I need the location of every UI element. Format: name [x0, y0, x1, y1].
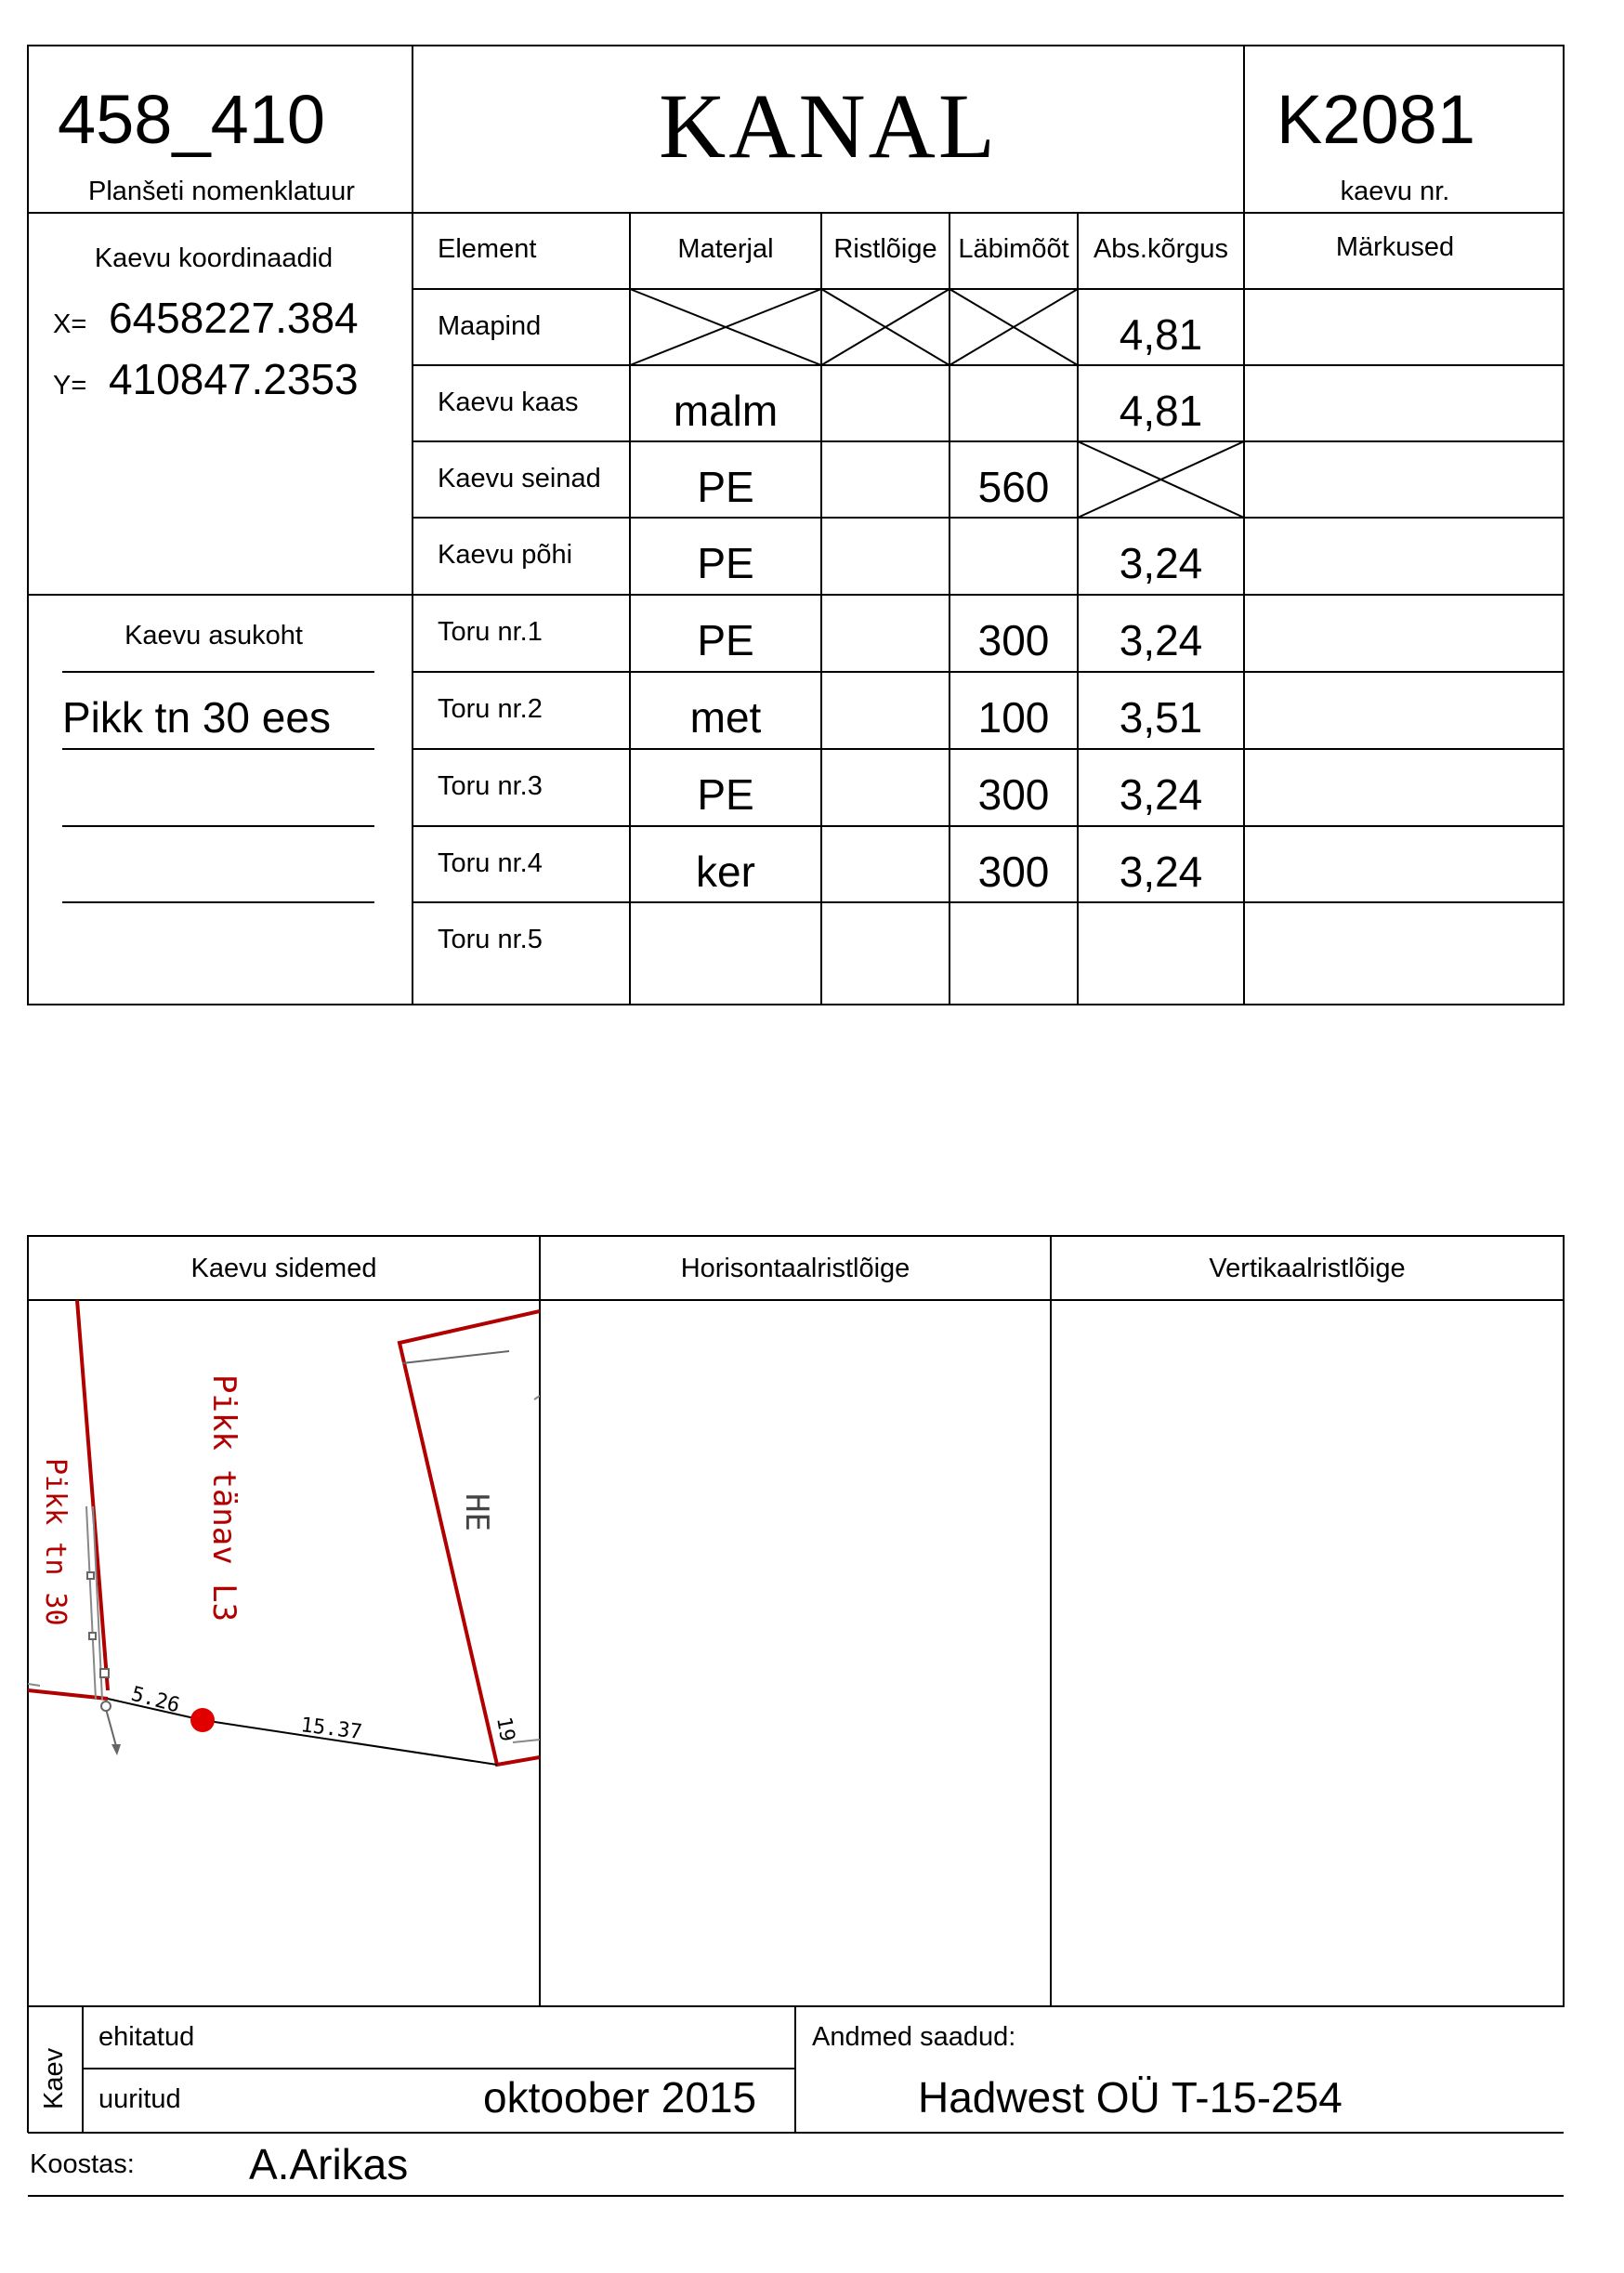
row-diameter: 300 — [977, 847, 1050, 896]
header-diameter: Läbimõõt — [958, 234, 1069, 264]
location-line-1: Pikk tn 30 ees — [62, 693, 331, 742]
vertical-section-header: Vertikaalristlõige — [1209, 1254, 1406, 1283]
row-material: ker — [696, 847, 755, 896]
row-element: Toru nr.4 — [438, 848, 543, 878]
built-label: ehitatud — [98, 2022, 195, 2052]
helper-arrow-line — [106, 1709, 116, 1746]
row-element: Toru nr.2 — [438, 694, 543, 724]
row-element: Toru nr.3 — [438, 771, 543, 801]
row-abs-height: 3,24 — [1119, 539, 1203, 587]
row-material: PE — [697, 770, 754, 819]
row-diameter: 300 — [977, 616, 1050, 664]
header-cross-section: Ristlõige — [833, 234, 937, 264]
y-prefix: Y= — [53, 371, 87, 401]
row-element: Kaevu seinad — [438, 464, 601, 493]
surveyed-value: oktoober 2015 — [483, 2073, 757, 2122]
well-links-header: Kaevu sidemed — [190, 1254, 377, 1283]
sheet-code-label: Planšeti nomenklatuur — [88, 177, 355, 206]
row-diameter: 300 — [977, 770, 1050, 819]
surveyed-label: uuritud — [98, 2084, 181, 2114]
building-label: HE — [458, 1493, 495, 1531]
row-abs-height: 3,24 — [1119, 847, 1203, 896]
helper-arrow-head — [111, 1744, 121, 1755]
distance-label-2: 15.37 — [299, 1714, 364, 1745]
row-material: PE — [697, 539, 754, 587]
row-abs-height: 4,81 — [1119, 387, 1203, 435]
distance-label-3: 19 — [491, 1715, 519, 1744]
row-element: Kaevu põhi — [438, 540, 573, 570]
well-number-label: kaevu nr. — [1340, 177, 1450, 206]
row-material: met — [689, 693, 762, 742]
well-vertical-label: Kaev — [39, 2047, 69, 2109]
author-label: Koostas: — [30, 2149, 135, 2179]
header-material: Materjal — [677, 234, 774, 264]
x-coordinate: 6458227.384 — [109, 294, 359, 342]
helper-marker — [89, 1633, 96, 1639]
helper-node — [101, 1701, 111, 1711]
header-abs-height: Abs.kõrgus — [1093, 234, 1229, 264]
helper-line — [534, 1396, 540, 1399]
horizontal-section-header: Horisontaalristlõige — [680, 1254, 910, 1283]
row-element: Toru nr.5 — [438, 925, 543, 954]
well-marker — [190, 1708, 215, 1732]
row-material: PE — [697, 616, 754, 664]
coordinates-label: Kaevu koordinaadid — [94, 243, 334, 273]
data-source-label: Andmed saadud: — [812, 2022, 1016, 2052]
building-outline — [399, 1311, 540, 1765]
row-abs-height: 3,51 — [1119, 693, 1203, 742]
row-abs-height: 3,24 — [1119, 770, 1203, 819]
row-element: Kaevu kaas — [438, 388, 579, 417]
well-number: K2081 — [1277, 81, 1475, 158]
street-main-label: Pikk tänav L3 — [205, 1374, 242, 1623]
helper-marker — [87, 1572, 94, 1579]
well-location-sketch — [28, 1300, 540, 2006]
page-title: KANAL — [659, 74, 998, 177]
sheet-code: 458_410 — [58, 81, 326, 158]
data-source-value: Hadwest OÜ T-15-254 — [918, 2073, 1342, 2122]
row-material: PE — [697, 463, 754, 511]
row-diameter: 560 — [977, 463, 1050, 511]
row-abs-height: 3,24 — [1119, 616, 1203, 664]
location-label: Kaevu asukoht — [124, 621, 303, 650]
header-notes: Märkused — [1335, 232, 1455, 262]
helper-line — [402, 1351, 509, 1363]
row-diameter: 100 — [977, 693, 1050, 742]
x-prefix: X= — [53, 309, 87, 339]
row-element: Maapind — [438, 311, 542, 341]
row-element: Toru nr.1 — [438, 617, 543, 647]
y-coordinate: 410847.2353 — [109, 355, 359, 403]
helper-line — [28, 1684, 40, 1686]
street-side-label: Pikk tn 30 — [39, 1458, 72, 1626]
header-element: Element — [438, 234, 537, 264]
helper-marker — [100, 1669, 109, 1677]
distance-label-1: 5.26 — [128, 1682, 183, 1718]
row-abs-height: 4,81 — [1119, 310, 1203, 359]
helper-line — [513, 1740, 540, 1742]
author-value: A.Arikas — [249, 2140, 409, 2188]
row-material: malm — [673, 387, 779, 435]
